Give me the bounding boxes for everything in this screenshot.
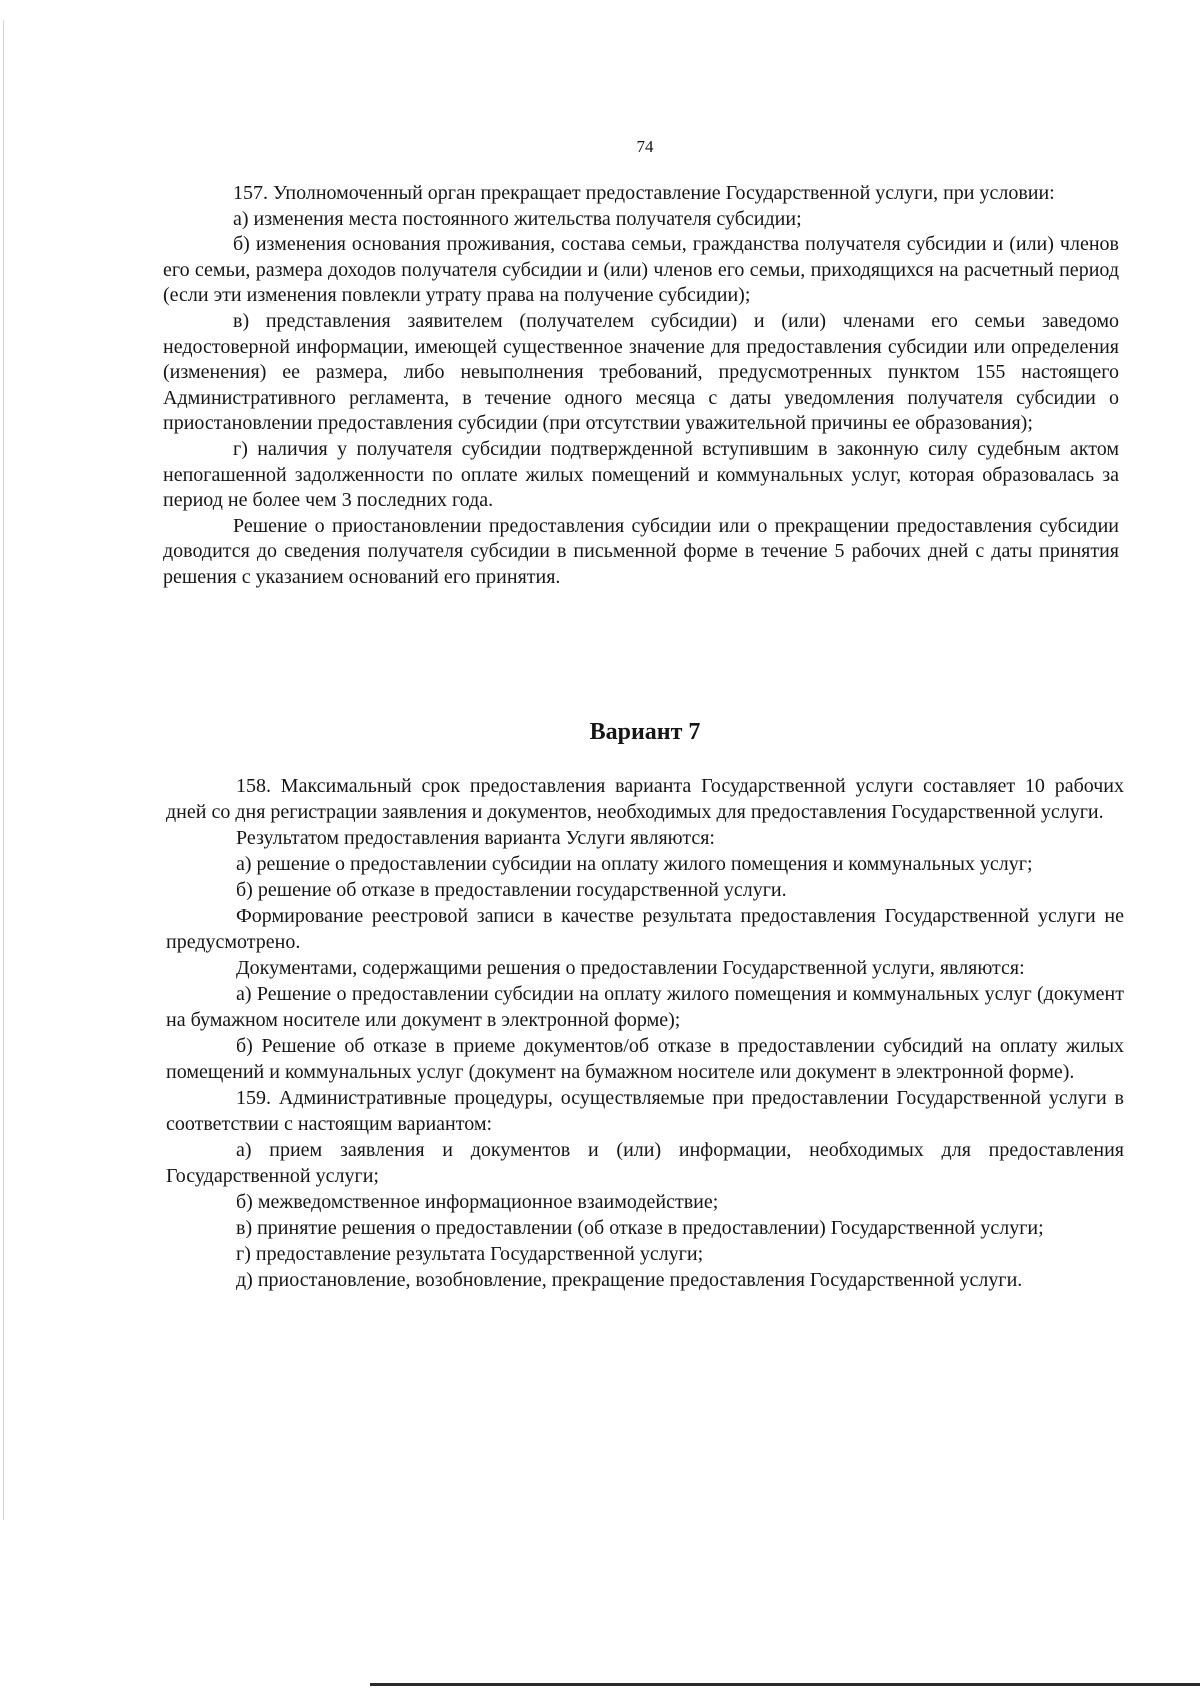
- result-intro: Результатом предоставления варианта Услуги являются:: [236, 827, 715, 849]
- section-heading: Вариант 7: [589, 719, 701, 745]
- list-item-a: а) изменения места постоянного жительства получателя субсидии;: [233, 207, 802, 230]
- decision-paragraph: Решение о приостановлении предоставления субсидии или о прекращении предоставления субсидии доводится до сведения получателя субсидии в письменной форме в течение 5 рабочих дней с даты принятия решения с указанием оснований его принятия.: [163, 514, 1119, 588]
- section-one: [163, 181, 1119, 591]
- procedure-item-v: в) принятие решения о предоставлении (об отказе в предоставлении) Государственной услуги;: [236, 1217, 1044, 1239]
- scan-bottom-rule: [370, 1683, 1200, 1686]
- procedure-item-b: б) межведомственное информационное взаимодействие;: [236, 1191, 719, 1213]
- procedure-item-a: а) прием заявления и документов и (или) информации, необходимых для предоставления Государственной услуги;: [166, 1139, 1124, 1187]
- registry-paragraph: Формирование реестровой записи в качестве результата предоставления Государственной услуги не предусмотрено.: [166, 905, 1124, 953]
- page-number: 74: [636, 137, 654, 156]
- list-item-b: б) изменения основания проживания, состава семьи, гражданства получателя субсидии и (или) членов его семьи, размера доходов получателя субсидии и (или) членов его семьи, приходящихся на расчетный период (если эти изменения повлекли утрату права на получение субсидии);: [163, 233, 1119, 307]
- scan-left-edge: [3, 20, 4, 1520]
- documents-intro: Документами, содержащими решения о предоставлении Государственной услуги, являются:: [236, 957, 1025, 979]
- paragraph-157: 157. Уполномоченный орган прекращает предоставление Государственной услуги, при условии:: [233, 182, 1055, 204]
- paragraph-158: 158. Максимальный срок предоставления варианта Государственной услуги составляет 10 рабочих дней со дня регистрации заявления и документов, необходимых для предоставления Государственной услуги.: [166, 775, 1124, 823]
- document-item-a: а) Решение о предоставлении субсидии на оплату жилого помещения и коммунальных услуг (документ на бумажном носителе или документ в электронной форме);: [166, 983, 1124, 1031]
- list-item-v: в) представления заявителем (получателем субсидии) и (или) членами его семьи заведомо недостоверной информации, имеющей существенное значение для предоставления субсидии или определения (изменения) ее размера, либо невыполнения требований, предусмотренных пунктом 155 настоящего Административного регламента, в течение одного месяца с даты уведомления получателя субсидии о приостановлении предоставления субсидии (при отсутствии уважительной причины ее образования);: [163, 309, 1119, 435]
- document-item-b: б) Решение об отказе в приеме документов/об отказе в предоставлении субсидий на оплату жилых помещений и коммунальных услуг (документ на бумажном носителе или документ в электронной форме).: [166, 1035, 1124, 1083]
- section-two: [166, 773, 1124, 1293]
- procedure-item-d: д) приостановление, возобновление, прекращение предоставления Государственной услуги.: [236, 1269, 1023, 1291]
- list-item-g: г) наличия у получателя субсидии подтвержденной вступившим в законную силу судебным актом непогашенной задолженности по оплате жилых помещений и коммунальных услуг, которая образовалась за период не более чем 3 последних года.: [163, 437, 1119, 512]
- procedure-item-g: г) предоставление результата Государственной услуги;: [236, 1243, 704, 1265]
- result-item-a: а) решение о предоставлении субсидии на оплату жилого помещения и коммунальных услуг;: [236, 853, 1033, 875]
- paragraph-159: 159. Административные процедуры, осуществляемые при предоставлении Государственной услуги в соответствии с настоящим вариантом:: [166, 1087, 1124, 1135]
- result-item-b: б) решение об отказе в предоставлении государственной услуги.: [236, 879, 787, 901]
